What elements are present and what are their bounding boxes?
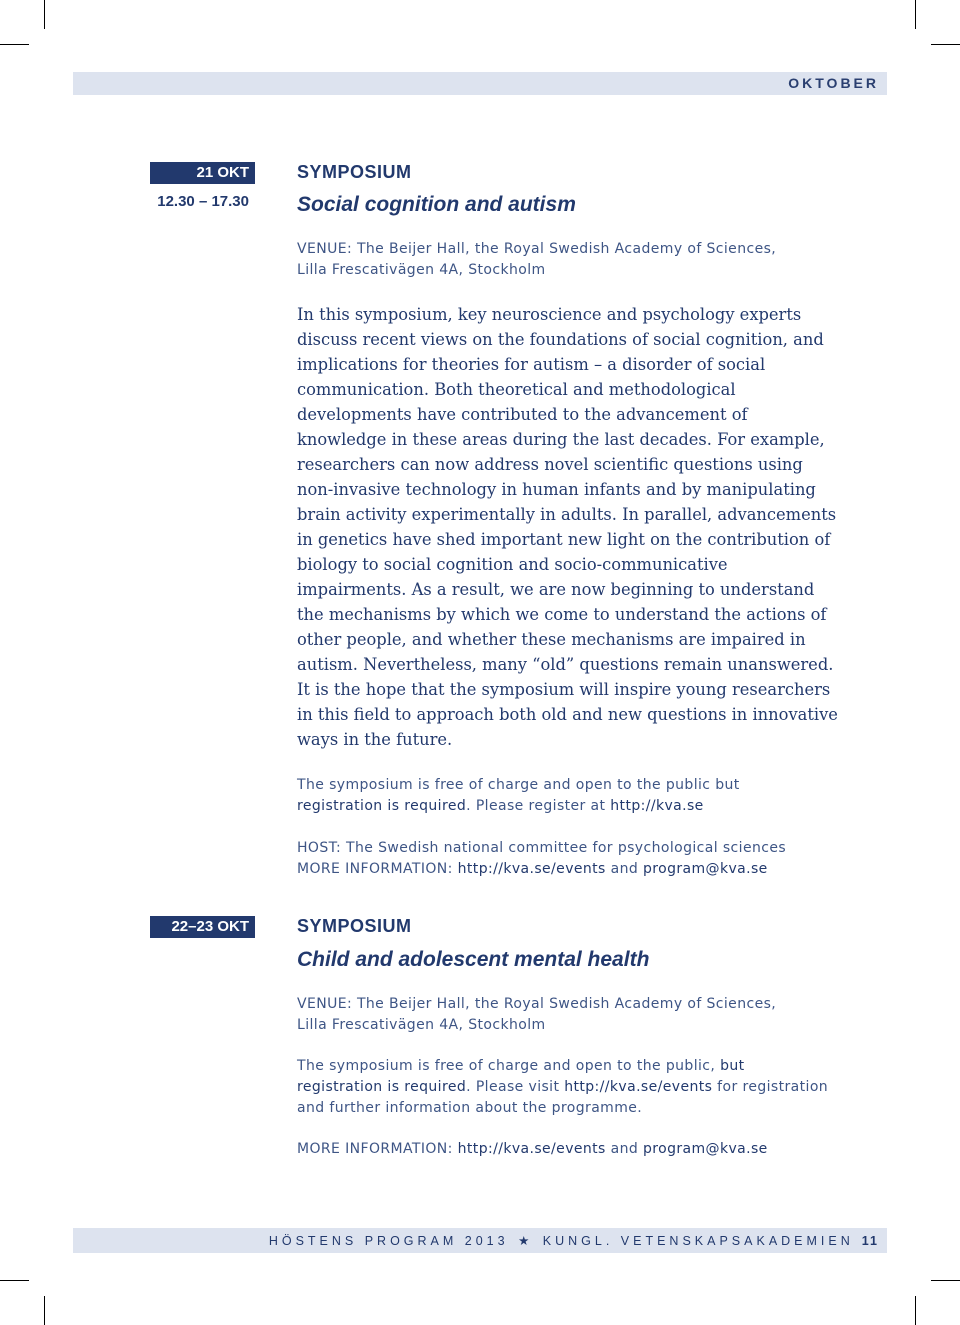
crop-mark: [931, 44, 960, 45]
footer-academy: KUNGL. VETENSKAPSAKADEMIEN: [542, 1234, 854, 1248]
footer-text: [269, 1233, 879, 1248]
registration-required: registration is required: [297, 798, 467, 814]
event-type: SYMPOSIUM: [297, 162, 412, 182]
footer-program: HÖSTENS PROGRAM 2013: [268, 1234, 509, 1248]
more-info-label: MORE INFORMATION:: [297, 1141, 458, 1157]
registration-note: [297, 775, 827, 817]
events-link[interactable]: http://kva.se/events: [457, 1141, 606, 1157]
more-information: [297, 859, 857, 880]
events-link[interactable]: http://kva.se/events: [457, 861, 606, 877]
crop-mark: [44, 1296, 45, 1325]
event-title: Child and adolescent mental health: [297, 948, 650, 971]
crop-mark: [0, 44, 29, 45]
registration-required: but registration is required: [297, 1058, 745, 1095]
more-information: [297, 1139, 857, 1160]
event-date-badge: 21 OKT: [150, 162, 255, 184]
venue-line: VENUE: The Beijer Hall, the Royal Swedish Academy of Sciences,: [297, 996, 777, 1012]
venue-line: VENUE: The Beijer Hall, the Royal Swedish Academy of Sciences,: [297, 241, 777, 257]
registration-link[interactable]: http://kva.se: [610, 798, 704, 814]
crop-mark: [915, 0, 916, 29]
month-label: OKTOBER: [788, 75, 879, 91]
registration-text: The symposium is free of charge and open to the public,: [297, 1058, 721, 1074]
footer-band: [73, 1228, 887, 1253]
event-title: Social cognition and autism: [297, 193, 576, 216]
event-host-info: [297, 838, 857, 880]
registration-note: [297, 1056, 832, 1119]
registration-text: The symposium is free of charge and open to the public but: [297, 777, 740, 793]
crop-mark: [0, 1280, 29, 1281]
more-info-and: and: [605, 861, 643, 877]
star-icon: ★: [518, 1234, 534, 1248]
event-date-badge: 22–23 OKT: [150, 916, 255, 938]
crop-mark: [915, 1296, 916, 1325]
page-number: 11: [861, 1234, 879, 1248]
registration-text: . Please visit: [466, 1079, 565, 1095]
more-info-label: MORE INFORMATION:: [297, 861, 458, 877]
email-link[interactable]: program@kva.se: [643, 1141, 768, 1157]
header-band: [73, 72, 887, 95]
host-line: HOST: The Swedish national committee for psychological sciences: [297, 840, 787, 856]
registration-text: . Please register at: [466, 798, 611, 814]
crop-mark: [931, 1280, 960, 1281]
email-link[interactable]: program@kva.se: [643, 861, 768, 877]
event-type: SYMPOSIUM: [297, 916, 412, 936]
crop-mark: [44, 0, 45, 29]
venue-line: Lilla Frescativägen 4A, Stockholm: [297, 262, 546, 278]
event-description: In this symposium, key neuroscience and psychology experts discuss recent views on the foundations of social cognition, and implications for theories for autism – a disorder of social communication. Both theoretical and methodological developments have contributed to the advancement of knowledge in these areas during the last decades. For example, researchers can now address novel scientific questions using non-invasive technology in human infants and by manipulating brain activity experimentally in adults. In parallel, advancements in genetics have shed important new light on the contribution of biology to social cognition and socio-communicative impairments. As a result, we are now beginning to understand the mechanisms by which we come to understand the actions of other people, and whether these mechanisms are impaired in autism. Nevertheless, many “old” questions remain unanswered. It is the hope that the symposium will inspire young researchers in this field to approach both old and new questions in innovative ways in the future.: [297, 305, 838, 749]
event-time: 12.30 – 17.30: [157, 193, 249, 210]
registration-text: for registration and further information about the programme.: [297, 1079, 829, 1116]
event-venue: [297, 994, 857, 1036]
venue-line: Lilla Frescativägen 4A, Stockholm: [297, 1017, 546, 1033]
event-venue: [297, 239, 857, 281]
events-link[interactable]: http://kva.se/events: [564, 1079, 713, 1095]
more-info-and: and: [605, 1141, 643, 1157]
